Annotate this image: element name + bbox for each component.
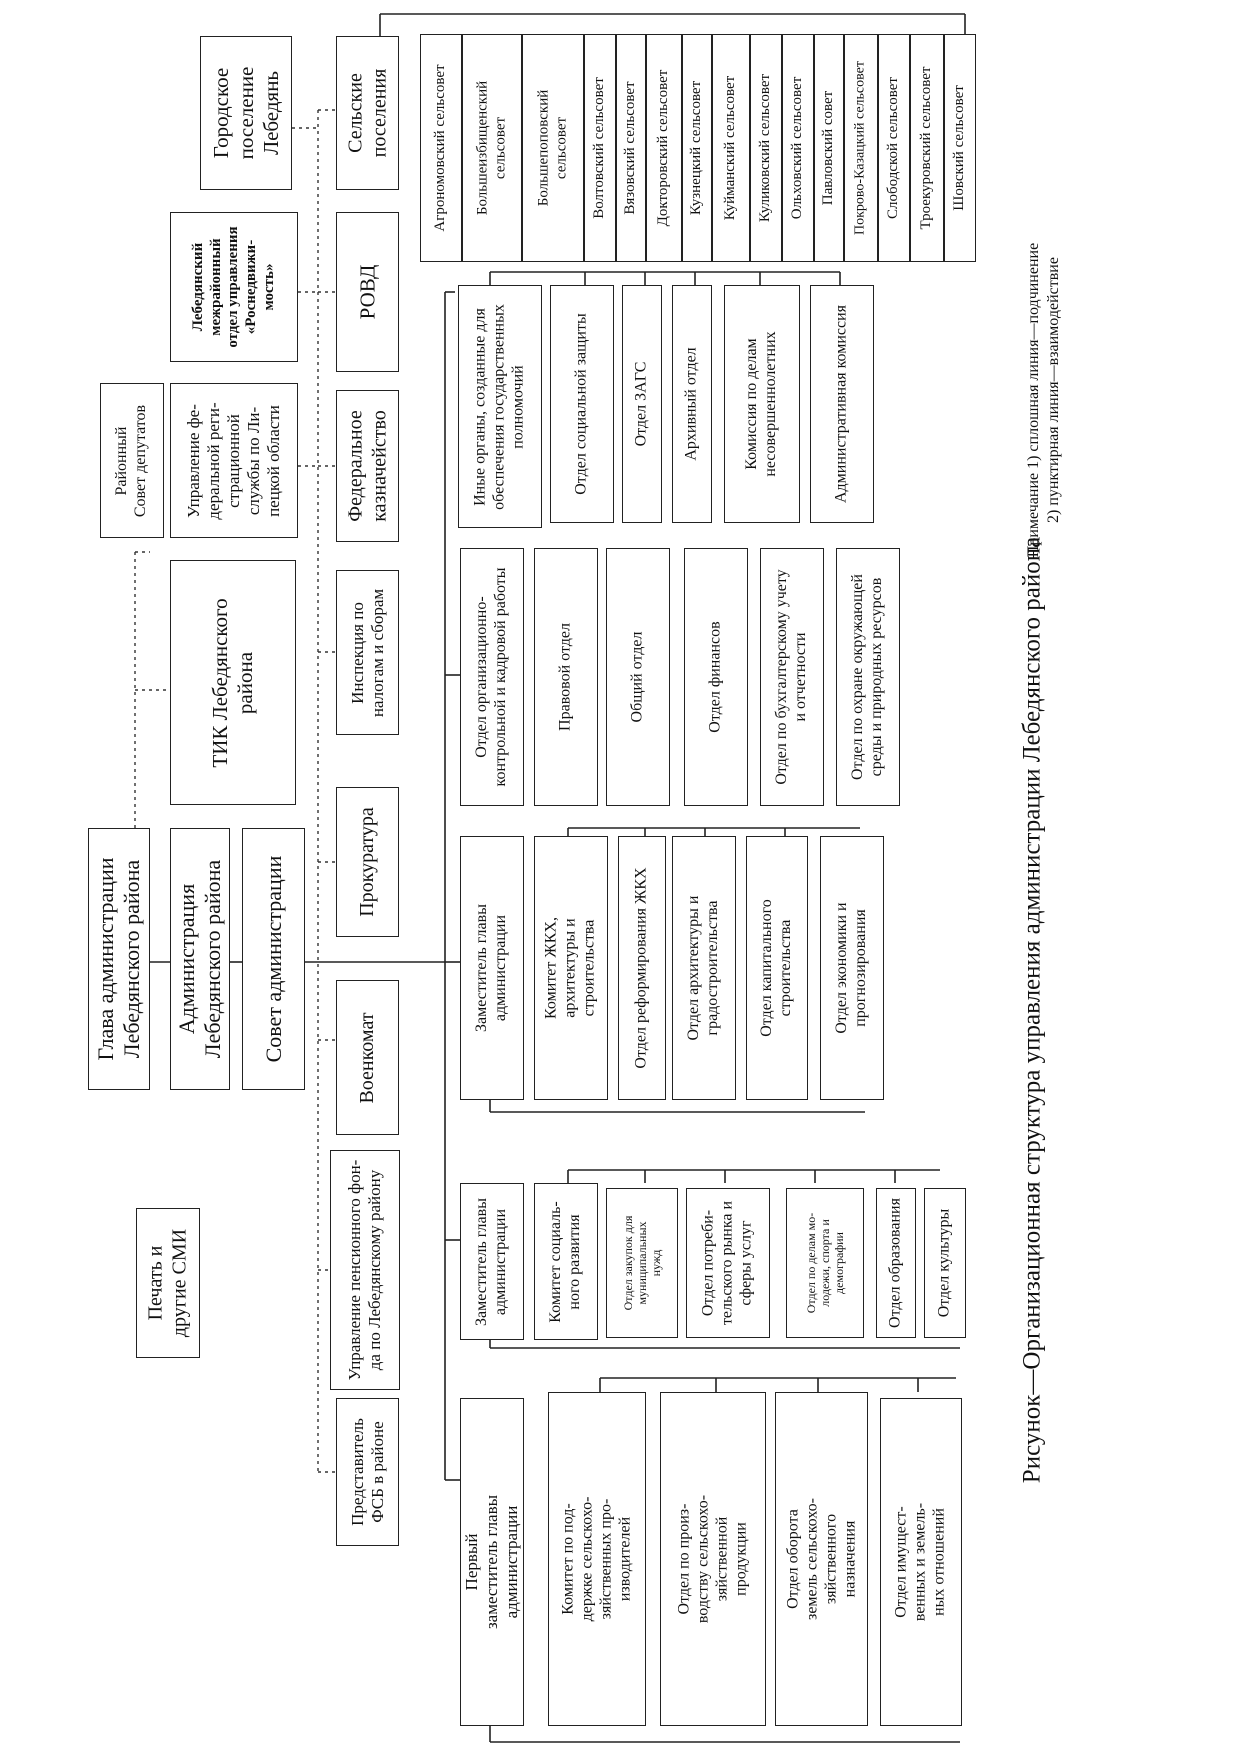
- housing-reform-dept-box: [618, 836, 666, 1100]
- org-control-hr-dept-label: Отдел организационно- контрольной и кадровой работы: [473, 567, 509, 787]
- finance-dept-label: Отдел финансов: [706, 621, 724, 733]
- agri-production-dept-label: Отдел по произ- водству сельскохо- зяйственной продукции: [675, 1494, 749, 1624]
- treasury-label: Федеральное казначейство: [343, 410, 390, 522]
- media-box: [136, 1208, 200, 1358]
- architecture-dept-label: Отдел архитектуры и градостроительства: [685, 895, 721, 1041]
- council-label: Павловский совет: [820, 90, 837, 206]
- culture-dept-label: Отдел культуры: [935, 1208, 953, 1318]
- council-doktorovsky: [646, 34, 682, 262]
- district-council-box: [100, 383, 164, 538]
- agri-land-dept-box: [775, 1392, 868, 1726]
- tax-inspection-label: Инспекция по налогам и сборам: [347, 588, 387, 717]
- education-dept-label: Отдел образования: [886, 1198, 904, 1328]
- first-deputy-head-label: Первый заместитель главы администрации: [461, 1494, 522, 1630]
- city-settlement-label: Городское поселение Лебедянь: [208, 66, 283, 160]
- procurement-dept-box: [606, 1188, 678, 1338]
- media-label: Печать и другие СМИ: [144, 1228, 190, 1338]
- legend-note-line1: Примечание 1) сплошная линия—подчинение: [1025, 242, 1042, 558]
- military-office-box: [336, 980, 399, 1135]
- rural-settlements-label: Сельские поселения: [343, 68, 390, 158]
- fsb-box: [336, 1398, 399, 1546]
- rosnedvizhimost-label: Лебедянский межрайонный отдел управления «Роснедвижи- мость»: [189, 226, 277, 348]
- zags-dept-box: [622, 285, 662, 523]
- council-label: Кузнецкий сельсовет: [688, 80, 705, 216]
- general-dept-label: Общий отдел: [628, 631, 646, 723]
- legal-dept-box: [534, 548, 598, 806]
- council-label: Большеизбищенский сельсовет: [474, 80, 508, 216]
- administrative-commission-box: [810, 285, 874, 523]
- city-settlement-box: [200, 36, 292, 190]
- council-pavlovsky: [814, 34, 844, 262]
- legend-note-line2: 2) пунктирная линия—взаимодействие: [1045, 257, 1062, 523]
- accounting-dept-label: Отдел по бухгалтерскому учету и отчетности: [773, 569, 809, 785]
- council-shovsky: [944, 34, 976, 262]
- council-voltovsky: [584, 34, 616, 262]
- agri-production-dept-box: [660, 1392, 766, 1726]
- tax-inspection-box: [336, 570, 399, 735]
- culture-dept-box: [924, 1188, 966, 1338]
- council-troekurovsky: [910, 34, 944, 262]
- first-deputy-head-box: [460, 1398, 524, 1726]
- military-office-label: Военкомат: [355, 1011, 378, 1104]
- housing-committee-label: Комитет ЖКХ, архитектуры и строительства: [542, 917, 598, 1019]
- council-label: Ольховский сельсовет: [789, 76, 806, 220]
- pension-fund-label: Управление пенсионного фон- да по Лебедянскому району: [344, 1159, 384, 1381]
- council-slobodskoy: [878, 34, 910, 262]
- council-vyazovsky: [616, 34, 646, 262]
- council-label: Шовский сельсовет: [951, 85, 968, 211]
- council-kuznetsky: [682, 34, 712, 262]
- head-of-administration-box: [88, 828, 150, 1090]
- district-administration-label: Администрация Лебедянского района: [174, 859, 225, 1059]
- social-protection-dept-box: [550, 285, 614, 523]
- social-development-committee-label: Комитет социаль- ного развития: [547, 1200, 583, 1323]
- legal-dept-label: Правовой отдел: [556, 623, 574, 731]
- deputy-head-social-box: [460, 1183, 524, 1340]
- council-bolsheizbishchensky: [462, 34, 522, 262]
- environment-dept-label: Отдел по охране окружающей среды и природных ресурсов: [849, 574, 885, 780]
- rosnedvizhimost-box: [170, 212, 298, 362]
- economics-dept-label: Отдел экономики и прогнозирования: [833, 902, 869, 1034]
- other-bodies-box: [458, 285, 542, 528]
- youth-sport-dept-box: [786, 1188, 864, 1338]
- council-label: Докторовский сельсовет: [655, 69, 672, 227]
- agri-land-dept-label: Отдел оборота земель сельскохо- зяйственного назначения: [783, 1498, 858, 1620]
- archive-dept-box: [672, 285, 712, 523]
- council-bolshepopovsky: [522, 34, 584, 262]
- procurement-dept-label: Отдел закупок для муниципальных нужд: [620, 1215, 664, 1311]
- other-bodies-label: Иные органы, созданные для обеспечения государственных полномочий: [471, 303, 527, 510]
- tik-box: [170, 560, 296, 805]
- deputy-head-social-label: Заместитель главы администрации: [473, 1197, 509, 1326]
- agri-support-committee-box: [548, 1392, 646, 1726]
- council-label: Вязовский сельсовет: [622, 81, 639, 215]
- prosecutor-label: Прокуратура: [355, 807, 378, 917]
- housing-reform-dept-label: Отдел реформирования ЖКХ: [632, 867, 650, 1069]
- archive-dept-label: Архивный отдел: [682, 347, 700, 461]
- economics-dept-box: [820, 836, 884, 1100]
- administrative-commission-label: Административная комиссия: [832, 304, 850, 504]
- social-development-committee-box: [534, 1183, 598, 1340]
- rovd-box: [336, 212, 399, 372]
- capital-construction-dept-box: [746, 836, 808, 1100]
- council-label: Волтовский сельсовет: [591, 77, 608, 219]
- education-dept-box: [876, 1188, 916, 1338]
- property-land-dept-box: [880, 1398, 962, 1726]
- registration-service-box: [170, 383, 298, 538]
- council-label: Куйманский сельсовет: [722, 75, 739, 221]
- registration-service-label: Управление фе- деральной реги- страционной службы по Ли- пецкой области: [183, 401, 284, 520]
- council-label: Большепоповский сельсовет: [535, 89, 569, 207]
- architecture-dept-box: [672, 836, 736, 1100]
- general-dept-box: [606, 548, 670, 806]
- council-pokrovo-kazatsky: [844, 34, 878, 262]
- treasury-box: [336, 390, 399, 542]
- rural-settlements-box: [336, 36, 399, 190]
- property-land-dept-label: Отдел имущест- венных и земель- ных отношений: [892, 1502, 948, 1622]
- district-council-label: Районный Совет депутатов: [113, 404, 149, 517]
- council-label: Покрово-Казацкий сельсовет: [852, 60, 868, 236]
- council-kulikovsky: [750, 34, 782, 262]
- administration-council-label: Совет администрации: [260, 855, 286, 1063]
- council-label: Агрономовский сельсовет: [432, 64, 449, 232]
- zags-dept-label: Отдел ЗАГС: [632, 361, 650, 447]
- council-label: Куликовский сельсовет: [757, 73, 774, 223]
- council-olkhovsky: [782, 34, 814, 262]
- council-agronomovsky: [420, 34, 462, 262]
- council-kuymansky: [712, 34, 750, 262]
- consumer-market-dept-box: [686, 1188, 770, 1338]
- social-protection-dept-label: Отдел социальной защиты: [572, 313, 590, 495]
- finance-dept-box: [684, 548, 748, 806]
- juvenile-commission-label: Комиссия по делам несовершеннолетних: [743, 331, 779, 477]
- prosecutor-box: [336, 787, 399, 937]
- administration-council-box: [242, 828, 305, 1090]
- consumer-market-dept-label: Отдел потреби- тельского рынка и сферы услуг: [699, 1200, 755, 1326]
- council-label: Троекуровский сельсовет: [918, 66, 935, 230]
- tik-label: ТИК Лебедянского района: [208, 597, 257, 768]
- pension-fund-box: [330, 1150, 400, 1390]
- rovd-label: РОВД: [355, 264, 380, 320]
- housing-committee-box: [534, 836, 608, 1100]
- deputy-head-housing-label: Заместитель главы администрации: [473, 904, 509, 1032]
- juvenile-commission-box: [724, 285, 800, 523]
- accounting-dept-box: [760, 548, 824, 806]
- figure-caption: Рисунок—Организационная структура управления администрации Лебедянского района: [1018, 536, 1046, 1484]
- council-label: Слободской сельсовет: [885, 77, 902, 219]
- environment-dept-box: [836, 548, 900, 806]
- head-of-administration-label: Глава администрации Лебедянского района: [93, 857, 144, 1061]
- agri-support-committee-label: Комитет по под- держке сельскохо- зяйственных про- изводителей: [559, 1496, 633, 1622]
- youth-sport-dept-label: Отдел по делам мо- лодежи, спорта и демографии: [803, 1212, 847, 1314]
- deputy-head-housing-box: [460, 836, 524, 1100]
- fsb-label: Представитель ФСБ в районе: [347, 1418, 387, 1526]
- capital-construction-dept-label: Отдел капитального строительства: [758, 899, 794, 1037]
- org-control-hr-dept-box: [460, 548, 524, 806]
- district-administration-box: [170, 828, 230, 1090]
